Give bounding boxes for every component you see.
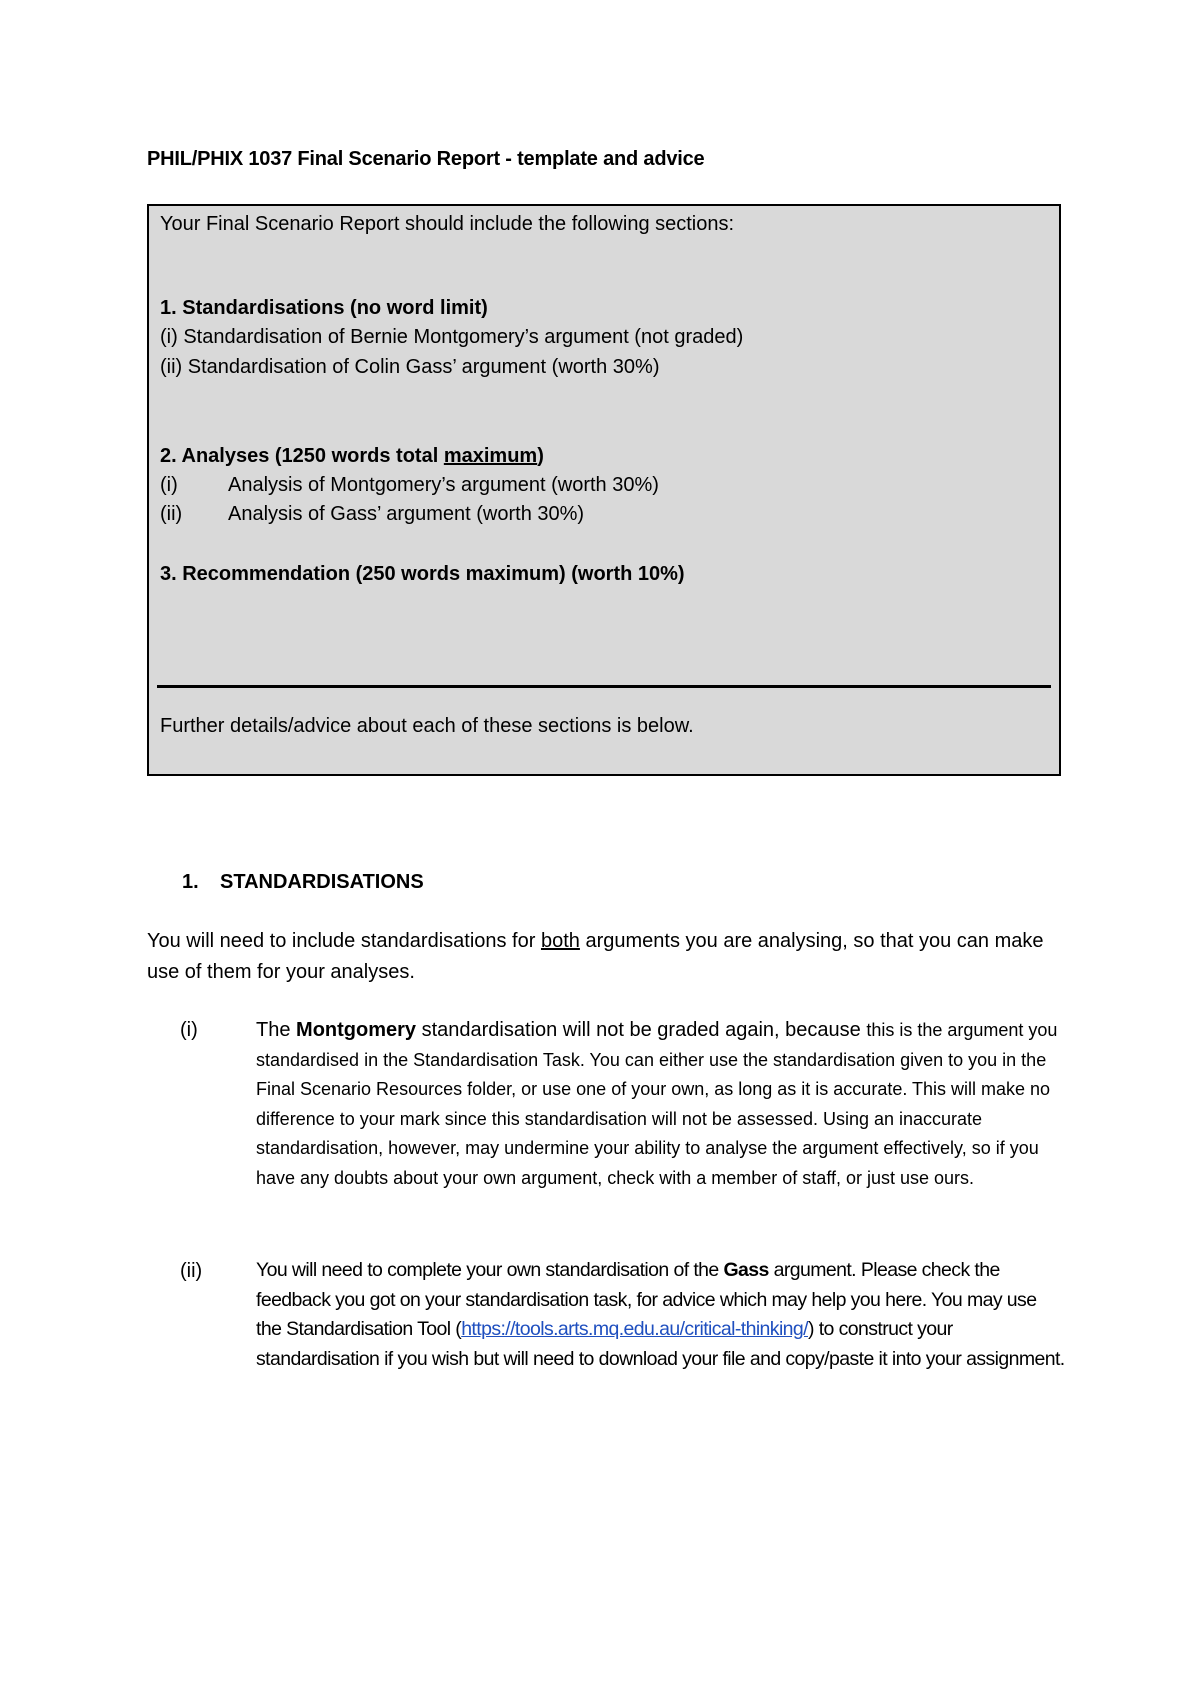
item-label: (i) <box>160 474 178 496</box>
section2-heading-text: 2. Analyses (1250 words total <box>160 445 444 467</box>
box-divider <box>157 685 1051 688</box>
section1-summary-heading: 1. Standardisations (no word limit) <box>160 297 488 319</box>
section1-intro-paragraph <box>147 926 1067 988</box>
box-footer: Further details/advice about each of these sections is below. <box>160 715 694 737</box>
item-i-label: (i) <box>180 1019 198 1041</box>
item-i-bold: Montgomery <box>296 1019 417 1041</box>
para-text: You will need to include standardisations for <box>147 930 541 952</box>
item-i-text-pre: The <box>256 1019 297 1041</box>
section-title: STANDARDISATIONS <box>220 871 424 893</box>
section2-heading-underlined: maximum <box>443 445 538 467</box>
section1-summary-item-i: (i) Standardisation of Bernie Montgomery’s argument (not graded) <box>160 326 744 348</box>
section1-heading <box>182 871 424 894</box>
item-text: Analysis of Gass’ argument (worth 30%) <box>228 503 585 525</box>
item-text: Analysis of Montgomery’s argument (worth 30%) <box>228 474 659 496</box>
section1-summary-item-ii: (ii) Standardisation of Colin Gass’ argument (worth 30%) <box>160 356 660 378</box>
para-text-end: arguments you are analysing, so that you can make use of them for your analyses. <box>147 930 1044 983</box>
report-sections-box <box>147 204 1061 776</box>
item-label: (ii) <box>160 503 183 525</box>
item-ii-text-pre: You will need to complete your own standardisation of the <box>256 1259 724 1281</box>
section2-summary-item-i <box>160 473 659 497</box>
box-intro: Your Final Scenario Report should include the following sections: <box>160 213 735 235</box>
item-ii-label: (ii) <box>180 1260 203 1282</box>
document-title: PHIL/PHIX 1037 Final Scenario Report - template and advice <box>147 148 705 170</box>
item-i-text <box>256 1016 1066 1193</box>
item-ii-bold: Gass <box>723 1259 769 1281</box>
item-ii-text <box>256 1256 1066 1374</box>
section2-summary-item-ii <box>160 502 584 526</box>
item-ii-text-mid: argument. Please check the feedback you got on your standardisation task, for advice which may help you here. You may use the Standardisation Tool ( <box>256 1259 1037 1340</box>
section-number: 1. <box>182 871 199 893</box>
item-i-text-mid: standardisation will not be graded again, because <box>416 1019 867 1041</box>
section3-summary-heading: 3. Recommendation (250 words maximum) (worth 10%) <box>160 563 685 585</box>
item-i-text-rest: this is the argument you standardised in the Standardisation Task. You can either use the standardisation given to you in the Final Scenario Resources folder, or use one of your own, as long as it is accurate. This will make no difference to your mark since this standardisation will not be assessed. Using an inaccurate standardisation, however, may undermine your ability to analyse the argument effectively, so if you have any doubts about your own argument, check with a member of staff, or just use ours. <box>256 1020 1058 1188</box>
section2-heading-close: ) <box>537 445 544 467</box>
para-underlined: both <box>540 930 580 952</box>
standardisation-tool-link[interactable]: https://tools.arts.mq.edu.au/critical-thinking/ <box>461 1318 808 1340</box>
item-ii-text-post: ) to construct your standardisation if you wish but will need to download your file and copy/paste it into your assignment. <box>256 1318 1065 1370</box>
section2-summary-heading <box>160 444 544 468</box>
